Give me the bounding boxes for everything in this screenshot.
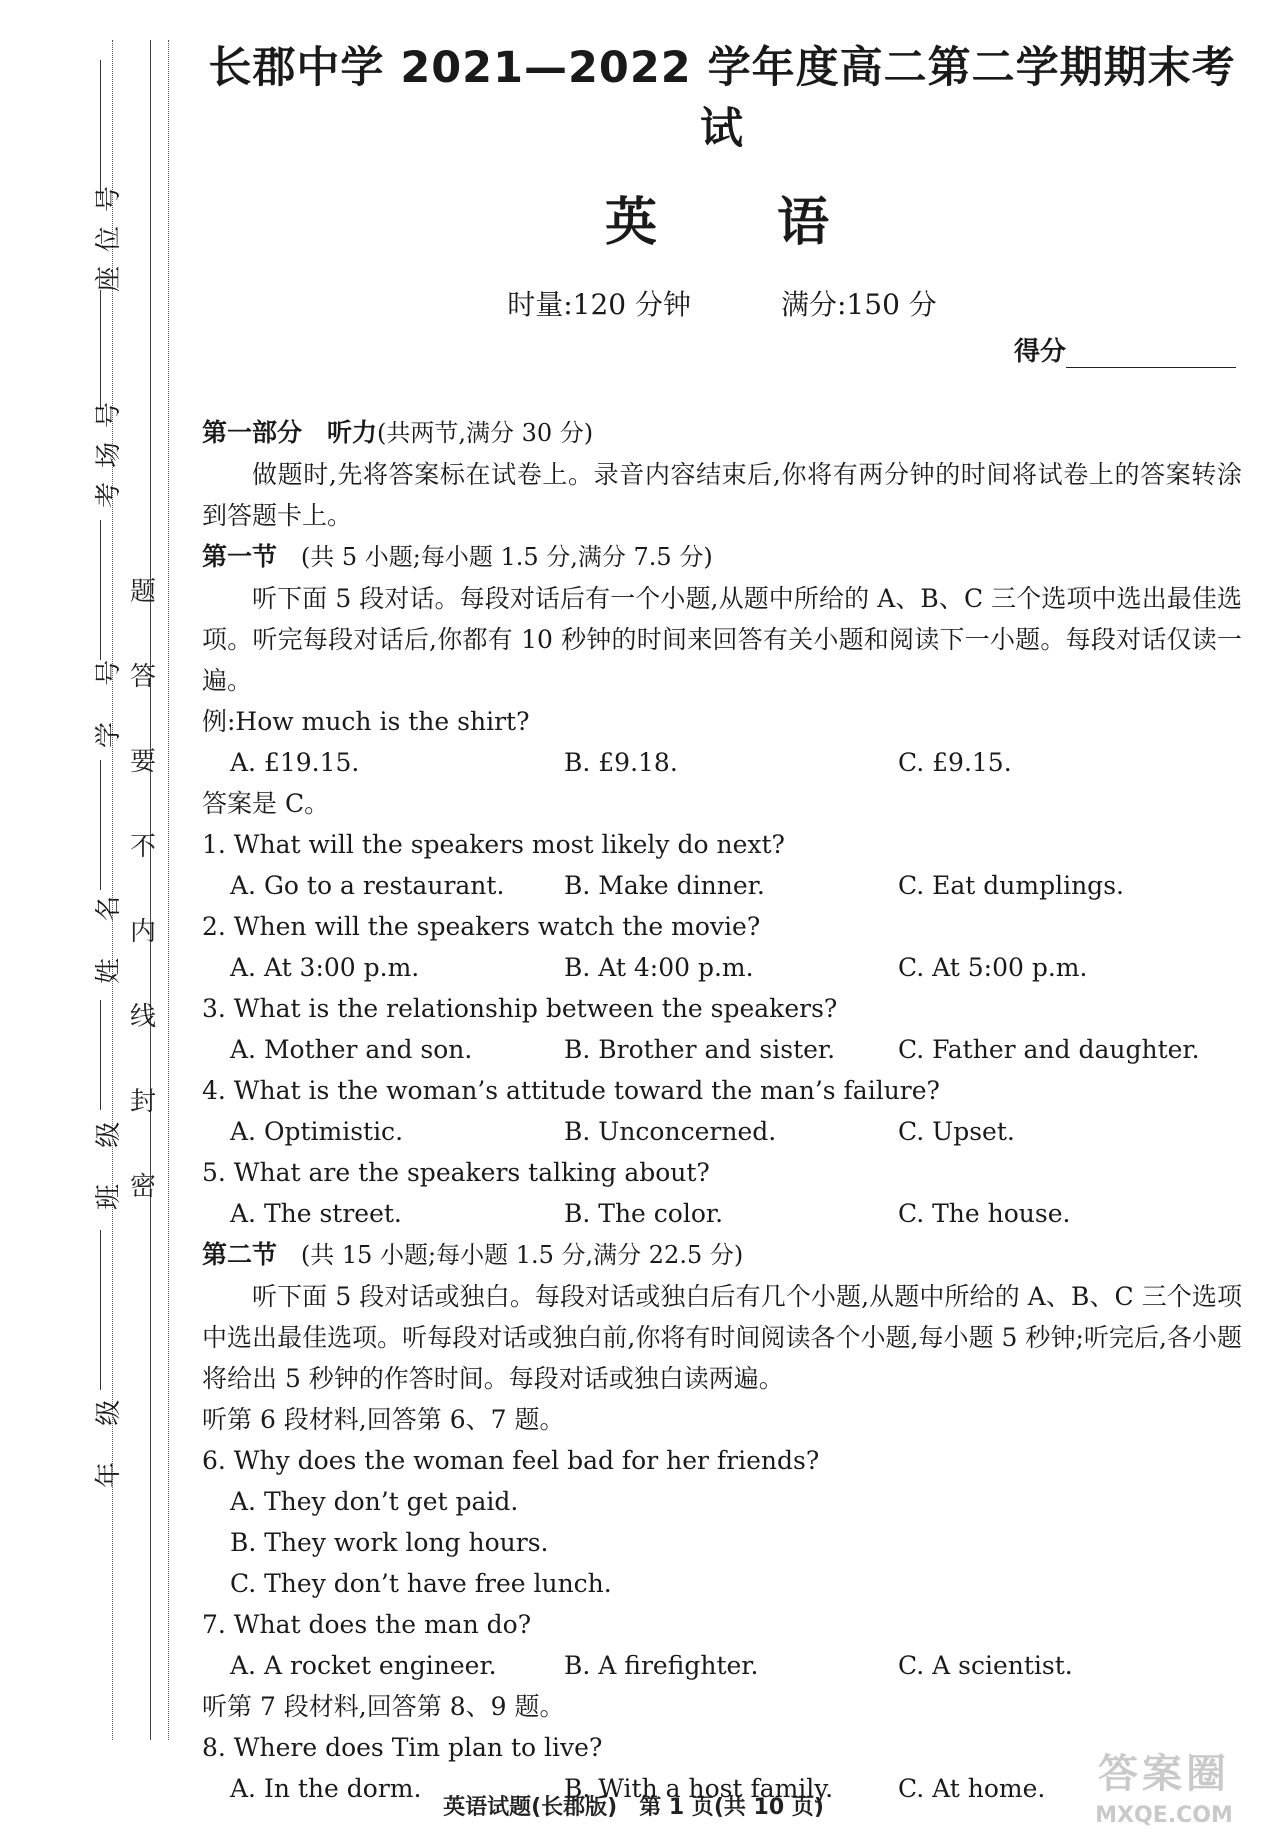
question-4-options — [202, 1111, 1242, 1152]
part1-intro: 做题时,先将答案标在试卷上。录音内容结束后,你将有两分钟的时间将试卷上的答案转涂到答题卡上。 — [202, 460, 1242, 530]
watermark-logo: 答案圈 MXQE.COM — [1095, 1751, 1233, 1828]
question-5-options — [202, 1193, 1242, 1234]
duration: 时量:120 分钟 — [507, 288, 691, 321]
full-score: 满分:150 分 — [781, 288, 937, 321]
section2-intro: 听下面 5 段对话或独白。每段对话或独白后有几个小题,从题中所给的 A、B、C 三个选项中选出最佳选项。听每段对话或独白前,你将有时间阅读各个小题,每小题 5 秒钟;听完后,各小题将给出 5 秒钟的作答时间。每段对话或独白读两遍。 — [202, 1282, 1242, 1393]
material-6-note: 听第 6 段材料,回答第 6、7 题。 — [202, 1405, 565, 1434]
option: A. A rocket engineer. — [230, 1651, 497, 1680]
question-7: 7. What does the man do? — [202, 1610, 532, 1639]
option: C. At home. — [898, 1774, 1046, 1803]
question-7-options — [202, 1645, 1242, 1686]
question-3-options — [202, 1029, 1242, 1070]
material-7-note: 听第 7 段材料,回答第 8、9 题。 — [202, 1692, 565, 1721]
question-1: 1. What will the speakers most likely do next? — [202, 830, 785, 859]
question-2: 2. When will the speakers watch the movie? — [202, 912, 761, 941]
option: C. £9.15. — [898, 748, 1012, 777]
option: B. With a host family. — [564, 1774, 834, 1803]
option: A. Mother and son. — [230, 1035, 473, 1064]
option: B. Brother and sister. — [564, 1035, 836, 1064]
option: A. Go to a restaurant. — [230, 871, 505, 900]
subject-title: 英语 — [604, 193, 949, 253]
question-1-options — [202, 865, 1242, 906]
option: B. £9.18. — [564, 748, 678, 777]
option: B. They work long hours. — [230, 1528, 549, 1557]
option: C. Eat dumplings. — [898, 871, 1124, 900]
exam-meta — [202, 283, 1242, 323]
example-answer: 答案是 C。 — [202, 789, 330, 818]
option: C. A scientist. — [898, 1651, 1073, 1680]
example-options — [202, 742, 1242, 783]
option: C. The house. — [898, 1199, 1071, 1228]
score-blank[interactable] — [1066, 341, 1236, 368]
option: C. At 5:00 p.m. — [898, 953, 1088, 982]
option: A. They don’t get paid. — [230, 1487, 519, 1516]
option: B. At 4:00 p.m. — [564, 953, 754, 982]
exam-body — [202, 412, 1242, 1809]
option: A. Optimistic. — [230, 1117, 404, 1146]
option: C. Father and daughter. — [898, 1035, 1200, 1064]
option: B. Unconcerned. — [564, 1117, 777, 1146]
section2-heading: 第二节 (共 15 小题;每小题 1.5 分,满分 22.5 分) — [202, 1240, 744, 1269]
score-label: 得分 — [1013, 337, 1066, 367]
section1-heading: 第一节 (共 5 小题;每小题 1.5 分,满分 7.5 分) — [202, 542, 713, 571]
question-3: 3. What is the relationship between the speakers? — [202, 994, 838, 1023]
seal-warning-text: 题 答 要 不 内 线 封 密 — [129, 577, 156, 1202]
question-5: 5. What are the speakers talking about? — [202, 1158, 710, 1187]
option: C. Upset. — [898, 1117, 1015, 1146]
binding-margin: 座位号 考场号 学 号 姓 名 班 级 年 级 — [60, 40, 170, 1740]
option: A. The street. — [230, 1199, 402, 1228]
exam-page — [202, 28, 1242, 1809]
option: B. The color. — [564, 1199, 724, 1228]
option: B. A firefighter. — [564, 1651, 759, 1680]
section1-intro: 听下面 5 段对话。每段对话后有一个小题,从题中所给的 A、B、C 三个选项中选出最佳选项。听完每段对话后,你都有 10 秒钟的时间来回答有关小题和阅读下一小题。每段对话仅读一遍。 — [202, 584, 1242, 695]
page-footer: 英语试题(长郡版) 第 1 页(共 10 页) — [443, 1795, 824, 1820]
option: A. At 3:00 p.m. — [230, 953, 420, 982]
question-6: 6. Why does the woman feel bad for her friends? — [202, 1446, 820, 1475]
school-title: 长郡中学 2021—2022 学年度高二第二学期期末考试 — [208, 43, 1236, 154]
margin-dotted-line — [168, 40, 169, 1740]
question-2-options — [202, 947, 1242, 988]
option: A. £19.15. — [230, 748, 360, 777]
option: C. They don’t have free lunch. — [230, 1569, 612, 1598]
question-4: 4. What is the woman’s attitude toward the man’s failure? — [202, 1076, 940, 1105]
question-8: 8. Where does Tim plan to live? — [202, 1733, 603, 1762]
option: B. Make dinner. — [564, 871, 765, 900]
part1-heading: 第一部分 听力(共两节,满分 30 分) — [202, 418, 594, 447]
option: A. In the dorm. — [230, 1774, 422, 1803]
example-question: 例:How much is the shirt? — [202, 707, 530, 736]
score-box — [202, 331, 1242, 368]
